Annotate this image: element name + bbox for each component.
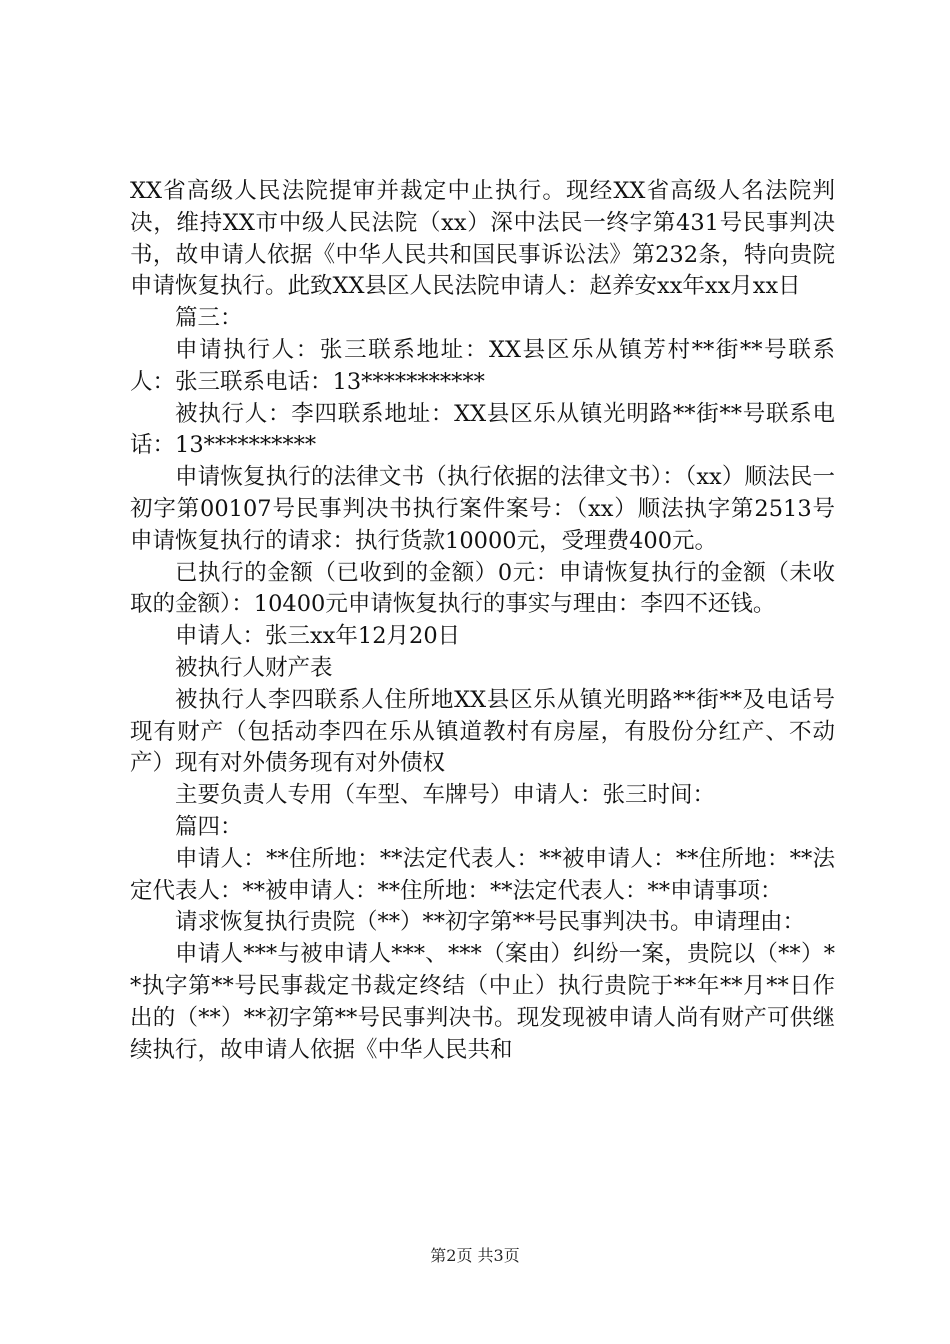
paragraph: 被执行人财产表	[175, 654, 333, 681]
paragraph: 已执行的金额（已收到的金额）0元：申请恢复执行的金额（未收取的金额）：10400元申请恢复执行的事实与理由：李四不还钱。	[130, 559, 835, 618]
page-footer: 第2页 共3页	[430, 1246, 520, 1265]
paragraph: 被执行人：李四联系地址：XX县区乐从镇光明路**街**号联系电话：13**********	[130, 400, 835, 459]
body-text	[130, 176, 835, 1066]
paragraph: 被执行人李四联系人住所地XX县区乐从镇光明路**街**及电话号现有财产（包括动李四在乐从镇道教村有房屋，有股份分红产、不动产）现有对外债务现有对外债权	[130, 686, 835, 777]
paragraph: 主要负责人专用（车型、车牌号）申请人：张三时间：	[175, 782, 716, 809]
paragraph: 申请人***与被申请人***、***（案由）纠纷一案，贵院以（**）**执字第**号民事裁定书裁定终结（中止）执行贵院于**年**月**日作出的（**）**初字第**号民事判决书。现发现被申请人尚有财产可供继续执行，故申请人依据《中华人民共和	[130, 941, 835, 1063]
section-heading: 篇四：	[175, 813, 243, 840]
paragraph: 申请人：**住所地：**法定代表人：**被申请人：**住所地：**法定代表人：**被申请人：**住所地：**法定代表人：**申请事项：	[130, 845, 835, 904]
paragraph: XX省高级人民法院提审并裁定中止执行。现经XX省高级人名法院判决，维持XX市中级人民法院（xx）深中法民一终字第431号民事判决书，故申请人依据《中华人民共和国民事诉讼法》第232条，特向贵院申请恢复执行。此致XX县区人民法院申请人：赵养安xx年xx月xx日	[130, 178, 835, 300]
paragraph: 请求恢复执行贵院（**）**初字第**号民事判决书。申请理由：	[175, 909, 806, 936]
paragraph: 申请人：张三xx年12月20日	[175, 623, 461, 650]
paragraph: 申请执行人：张三联系地址：XX县区乐从镇芳村**街**号联系人：张三联系电话：13***********	[130, 336, 835, 395]
section-heading: 篇三：	[175, 305, 243, 332]
paragraph: 申请恢复执行的法律文书（执行依据的法律文书）：（xx）顺法民一初字第00107号民事判决书执行案件案号：（xx）顺法执字第2513号申请恢复执行的请求：执行货款10000元，受理费400元。	[130, 464, 835, 554]
